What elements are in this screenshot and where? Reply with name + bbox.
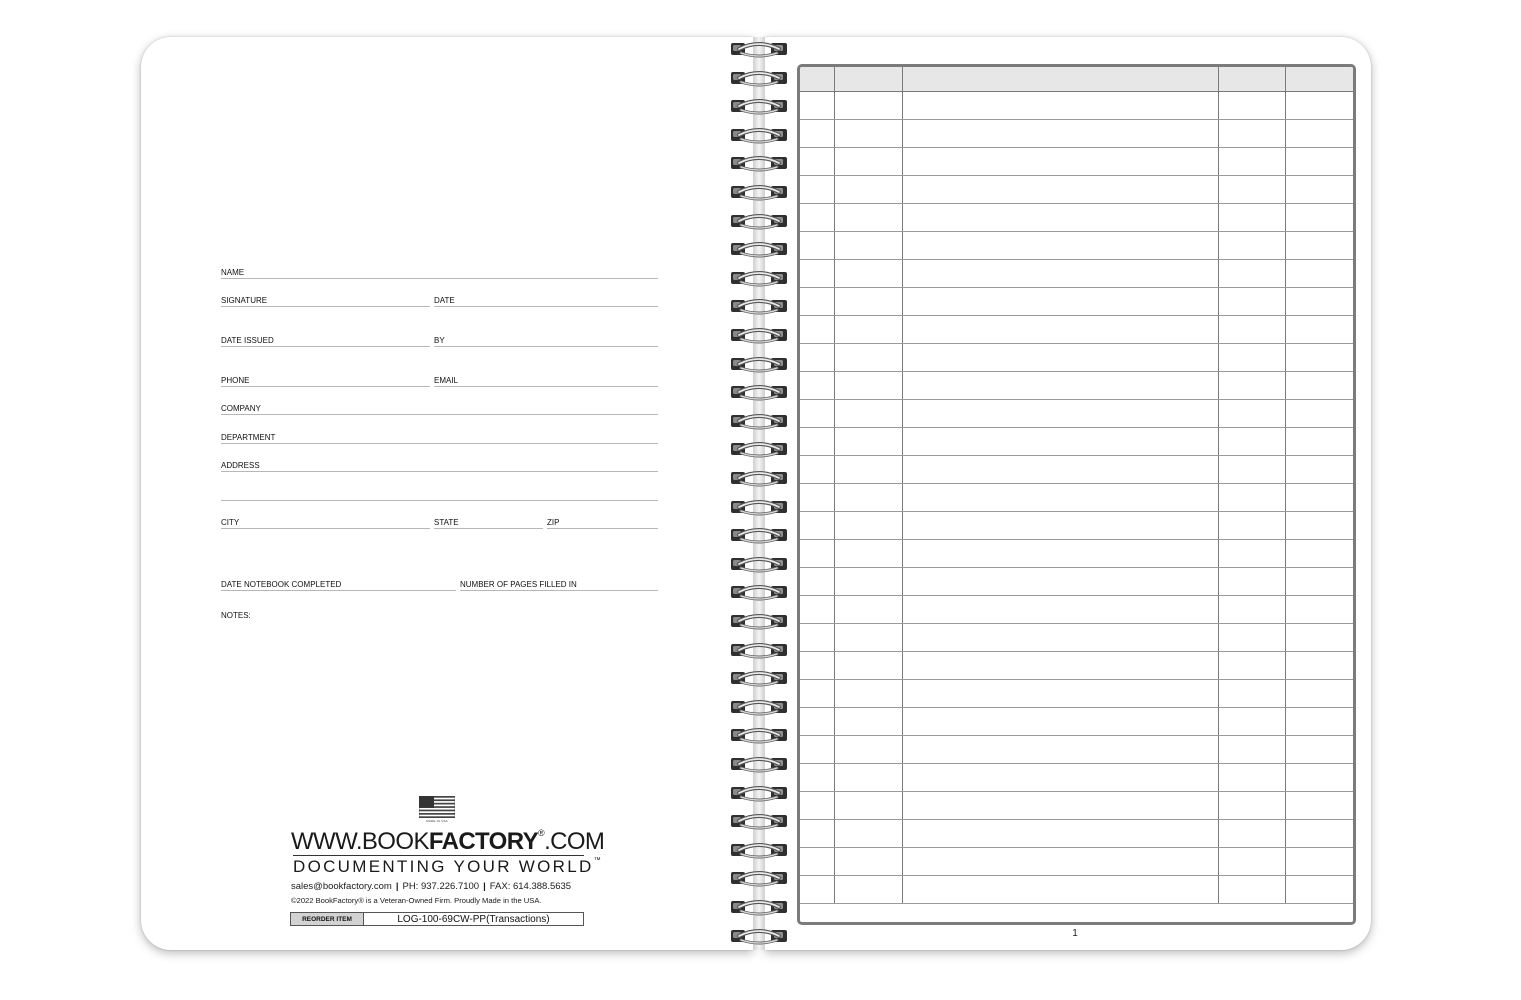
page-number: 1 <box>1072 928 1078 939</box>
phone-label: PHONE <box>221 376 250 385</box>
log-header-cell <box>1218 67 1285 92</box>
log-cell[interactable] <box>800 680 834 708</box>
tagline-text: DOCUMENTING YOUR WORLD <box>293 857 594 876</box>
log-row <box>800 764 1353 792</box>
log-cell[interactable] <box>834 512 902 540</box>
contact-fax: FAX: 614.388.5635 <box>489 881 572 892</box>
log-cell[interactable] <box>1218 260 1285 288</box>
spiral-coil-icon <box>725 152 793 174</box>
log-row <box>800 176 1353 204</box>
log-cell[interactable] <box>1285 596 1353 624</box>
log-row <box>800 848 1353 876</box>
spiral-coil-icon <box>725 410 793 432</box>
tagline-divider <box>293 855 584 856</box>
log-row <box>800 344 1353 372</box>
spiral-coil-icon <box>725 839 793 861</box>
log-cell[interactable] <box>902 288 1218 316</box>
log-cell[interactable] <box>800 120 834 148</box>
date-completed-label: DATE NOTEBOOK COMPLETED <box>221 580 342 589</box>
website-prefix: WWW.BOOK <box>291 828 429 855</box>
log-cell[interactable] <box>1285 148 1353 176</box>
spiral-coil-icon <box>725 95 793 117</box>
log-header-row <box>800 67 1353 92</box>
contact-email[interactable]: sales@bookfactory.com <box>291 881 392 892</box>
log-row <box>800 624 1353 652</box>
log-cell[interactable] <box>902 876 1218 904</box>
log-cell[interactable] <box>902 232 1218 260</box>
log-cell[interactable] <box>800 428 834 456</box>
log-cell[interactable] <box>1218 540 1285 568</box>
log-cell[interactable] <box>1218 176 1285 204</box>
log-cell[interactable] <box>902 260 1218 288</box>
log-cell[interactable] <box>834 288 902 316</box>
department-label: DEPARTMENT <box>221 433 276 442</box>
log-cell[interactable] <box>902 484 1218 512</box>
log-cell[interactable] <box>834 372 902 400</box>
spiral-coil-icon <box>725 124 793 146</box>
log-cell[interactable] <box>800 204 834 232</box>
log-cell[interactable] <box>902 708 1218 736</box>
name-field[interactable] <box>221 266 658 279</box>
by-field[interactable] <box>434 334 658 347</box>
log-row <box>800 820 1353 848</box>
log-cell[interactable] <box>1218 288 1285 316</box>
log-cell[interactable] <box>902 596 1218 624</box>
log-cell[interactable] <box>1285 624 1353 652</box>
log-cell[interactable] <box>834 428 902 456</box>
log-header-cell <box>1285 67 1353 92</box>
log-row <box>800 540 1353 568</box>
spiral-coil-icon <box>725 324 793 346</box>
log-row <box>800 876 1353 904</box>
log-cell[interactable] <box>1218 344 1285 372</box>
log-cell[interactable] <box>1218 876 1285 904</box>
contact-line <box>291 881 591 892</box>
reorder-box <box>290 912 584 926</box>
log-row <box>800 372 1353 400</box>
log-cell[interactable] <box>1285 372 1353 400</box>
spiral-coil-icon <box>725 38 793 60</box>
log-cell[interactable] <box>1285 708 1353 736</box>
log-row <box>800 792 1353 820</box>
log-row <box>800 92 1353 120</box>
website-bold: FACTORY <box>428 828 539 855</box>
state-field[interactable] <box>434 516 543 529</box>
log-cell[interactable] <box>1285 456 1353 484</box>
log-cell[interactable] <box>1218 120 1285 148</box>
log-cell[interactable] <box>1285 848 1353 876</box>
log-cell[interactable] <box>800 484 834 512</box>
log-cell[interactable] <box>800 400 834 428</box>
log-cell[interactable] <box>1285 288 1353 316</box>
date-label: DATE <box>434 296 455 305</box>
log-row <box>800 148 1353 176</box>
spiral-coil-icon <box>725 610 793 632</box>
log-cell[interactable] <box>834 344 902 372</box>
log-cell[interactable] <box>1285 484 1353 512</box>
spiral-coil-icon <box>725 238 793 260</box>
website-registered-mark: ® <box>538 828 545 838</box>
date-issued-label: DATE ISSUED <box>221 336 274 345</box>
log-cell[interactable] <box>1218 484 1285 512</box>
log-cell[interactable] <box>1285 92 1353 120</box>
log-cell[interactable] <box>902 680 1218 708</box>
city-label: CITY <box>221 518 240 527</box>
log-row <box>800 680 1353 708</box>
tagline-trademark: ™ <box>593 857 601 864</box>
made-in-usa-caption: MADE IN USA <box>426 819 448 823</box>
log-cell[interactable] <box>1218 428 1285 456</box>
log-cell[interactable] <box>834 652 902 680</box>
name-label: NAME <box>221 268 245 277</box>
log-row <box>800 708 1353 736</box>
log-cell[interactable] <box>902 568 1218 596</box>
log-cell[interactable] <box>902 372 1218 400</box>
log-cell[interactable] <box>834 540 902 568</box>
log-cell[interactable] <box>902 204 1218 232</box>
log-cell[interactable] <box>902 792 1218 820</box>
log-cell[interactable] <box>800 820 834 848</box>
email-field[interactable] <box>434 374 658 387</box>
log-cell[interactable] <box>902 428 1218 456</box>
log-cell[interactable] <box>834 316 902 344</box>
pages-filled-field[interactable] <box>460 578 658 591</box>
spiral-coil-icon <box>725 553 793 575</box>
company-field[interactable] <box>221 402 658 415</box>
spiral-coil-icon <box>725 438 793 460</box>
log-cell[interactable] <box>902 764 1218 792</box>
spiral-coil-icon <box>725 353 793 375</box>
log-cell[interactable] <box>1285 736 1353 764</box>
log-cell[interactable] <box>1285 428 1353 456</box>
log-cell[interactable] <box>902 456 1218 484</box>
tagline <box>293 857 601 877</box>
log-cell[interactable] <box>1218 736 1285 764</box>
log-cell[interactable] <box>1285 792 1353 820</box>
log-cell[interactable] <box>1218 232 1285 260</box>
spiral-coil-icon <box>725 295 793 317</box>
log-table-frame <box>797 64 1356 925</box>
log-cell[interactable] <box>1218 92 1285 120</box>
log-cell[interactable] <box>902 148 1218 176</box>
reorder-item-number: LOG-100-69CW-PP(Transactions) <box>397 913 550 925</box>
spiral-coil-icon <box>725 67 793 89</box>
signature-field[interactable] <box>221 294 430 307</box>
log-cell[interactable] <box>1218 764 1285 792</box>
by-label: BY <box>434 336 445 345</box>
zip-label: ZIP <box>547 518 560 527</box>
log-cell[interactable] <box>1285 652 1353 680</box>
log-cell[interactable] <box>1218 148 1285 176</box>
log-cell[interactable] <box>834 260 902 288</box>
log-row <box>800 652 1353 680</box>
log-cell[interactable] <box>1218 372 1285 400</box>
log-cell[interactable] <box>834 204 902 232</box>
log-cell[interactable] <box>1218 680 1285 708</box>
zip-field[interactable] <box>547 516 658 529</box>
log-cell[interactable] <box>800 232 834 260</box>
log-cell[interactable] <box>800 92 834 120</box>
log-cell[interactable] <box>902 624 1218 652</box>
log-cell[interactable] <box>1285 232 1353 260</box>
address-field[interactable] <box>221 459 658 472</box>
log-cell[interactable] <box>1218 204 1285 232</box>
signature-label: SIGNATURE <box>221 296 268 305</box>
spiral-coil-icon <box>725 181 793 203</box>
log-cell[interactable] <box>902 848 1218 876</box>
address-line-2-field[interactable] <box>221 488 658 501</box>
spiral-coil-icon <box>725 896 793 918</box>
log-cell[interactable] <box>800 624 834 652</box>
log-cell[interactable] <box>834 120 902 148</box>
log-cell[interactable] <box>1218 708 1285 736</box>
log-cell[interactable] <box>800 652 834 680</box>
log-cell[interactable] <box>902 652 1218 680</box>
log-cell[interactable] <box>902 820 1218 848</box>
log-cell[interactable] <box>800 288 834 316</box>
spiral-coil-icon <box>725 524 793 546</box>
spiral-coil-icon <box>725 667 793 689</box>
log-cell[interactable] <box>800 876 834 904</box>
log-cell[interactable] <box>1285 176 1353 204</box>
spiral-coil-icon <box>725 810 793 832</box>
log-cell[interactable] <box>834 232 902 260</box>
log-cell[interactable] <box>800 848 834 876</box>
log-cell[interactable] <box>1285 764 1353 792</box>
log-cell[interactable] <box>1218 624 1285 652</box>
log-cell[interactable] <box>1285 680 1353 708</box>
contact-separator: | <box>395 881 399 892</box>
log-cell[interactable] <box>902 120 1218 148</box>
log-cell[interactable] <box>834 624 902 652</box>
log-cell[interactable] <box>1218 848 1285 876</box>
log-cell[interactable] <box>902 540 1218 568</box>
log-row <box>800 316 1353 344</box>
log-cell[interactable] <box>1218 652 1285 680</box>
log-cell[interactable] <box>800 260 834 288</box>
log-cell[interactable] <box>834 148 902 176</box>
log-cell[interactable] <box>1285 204 1353 232</box>
log-cell[interactable] <box>1218 792 1285 820</box>
spiral-coil-icon <box>725 210 793 232</box>
log-row <box>800 428 1353 456</box>
log-cell[interactable] <box>834 764 902 792</box>
log-cell[interactable] <box>1285 316 1353 344</box>
log-cell[interactable] <box>800 148 834 176</box>
website-suffix: .COM <box>544 828 605 855</box>
log-cell[interactable] <box>834 680 902 708</box>
log-table-body <box>800 92 1353 904</box>
log-cell[interactable] <box>1285 568 1353 596</box>
log-cell[interactable] <box>902 344 1218 372</box>
log-row <box>800 204 1353 232</box>
log-cell[interactable] <box>902 92 1218 120</box>
log-cell[interactable] <box>800 736 834 764</box>
log-cell[interactable] <box>834 876 902 904</box>
contact-separator: | <box>483 881 486 892</box>
log-cell[interactable] <box>800 764 834 792</box>
log-cell[interactable] <box>1285 876 1353 904</box>
spiral-coil-icon <box>725 381 793 403</box>
log-cell[interactable] <box>800 316 834 344</box>
log-cell[interactable] <box>1218 512 1285 540</box>
log-cell[interactable] <box>834 848 902 876</box>
log-cell[interactable] <box>800 456 834 484</box>
log-cell[interactable] <box>834 820 902 848</box>
log-cell[interactable] <box>834 736 902 764</box>
log-row <box>800 736 1353 764</box>
log-cell[interactable] <box>834 92 902 120</box>
spiral-coil-icon <box>725 724 793 746</box>
copyright-notice: ©2022 BookFactory® is a Veteran-Owned Firm. Proudly Made in the USA. <box>291 896 542 905</box>
log-cell[interactable] <box>1285 344 1353 372</box>
city-field[interactable] <box>221 516 430 529</box>
spiral-coil-icon <box>725 925 793 947</box>
log-cell[interactable] <box>834 568 902 596</box>
log-header-cell <box>902 67 1218 92</box>
log-cell[interactable] <box>1285 120 1353 148</box>
spiral-binding <box>725 38 793 948</box>
website-url[interactable] <box>291 828 605 856</box>
us-flag-icon <box>419 796 455 818</box>
log-cell[interactable] <box>1218 316 1285 344</box>
log-cell[interactable] <box>1218 400 1285 428</box>
log-cell[interactable] <box>1285 400 1353 428</box>
log-row <box>800 568 1353 596</box>
log-row <box>800 596 1353 624</box>
date-field[interactable] <box>434 294 658 307</box>
spiral-coil-icon <box>725 753 793 775</box>
log-cell[interactable] <box>800 176 834 204</box>
log-cell[interactable] <box>800 372 834 400</box>
log-cell[interactable] <box>834 792 902 820</box>
log-row <box>800 512 1353 540</box>
log-row <box>800 120 1353 148</box>
log-cell[interactable] <box>834 456 902 484</box>
phone-field[interactable] <box>221 374 430 387</box>
log-cell[interactable] <box>1285 820 1353 848</box>
log-cell[interactable] <box>834 484 902 512</box>
log-cell[interactable] <box>902 176 1218 204</box>
date-completed-field[interactable] <box>221 578 456 591</box>
log-cell[interactable] <box>834 176 902 204</box>
log-cell[interactable] <box>1218 596 1285 624</box>
log-row <box>800 232 1353 260</box>
notes-label: NOTES: <box>221 611 251 620</box>
log-cell[interactable] <box>800 540 834 568</box>
email-label: EMAIL <box>434 376 459 385</box>
pages-filled-label: NUMBER OF PAGES FILLED IN <box>460 580 577 589</box>
spiral-coil-icon <box>725 639 793 661</box>
log-cell[interactable] <box>800 596 834 624</box>
log-row <box>800 288 1353 316</box>
log-cell[interactable] <box>1285 260 1353 288</box>
log-cell[interactable] <box>1218 820 1285 848</box>
log-cell[interactable] <box>800 512 834 540</box>
log-cell[interactable] <box>1285 540 1353 568</box>
contact-phone: PH: 937.226.7100 <box>402 881 480 892</box>
log-cell[interactable] <box>902 736 1218 764</box>
spiral-coil-icon <box>725 581 793 603</box>
log-row <box>800 484 1353 512</box>
log-row <box>800 456 1353 484</box>
spiral-coil-icon <box>725 267 793 289</box>
log-row <box>800 260 1353 288</box>
log-cell[interactable] <box>800 792 834 820</box>
log-cell[interactable] <box>834 708 902 736</box>
department-field[interactable] <box>221 431 658 444</box>
log-cell[interactable] <box>1285 512 1353 540</box>
log-cell[interactable] <box>902 400 1218 428</box>
date-issued-field[interactable] <box>221 334 430 347</box>
log-row <box>800 400 1353 428</box>
log-cell[interactable] <box>800 344 834 372</box>
log-header-cell <box>800 67 834 92</box>
log-cell[interactable] <box>902 316 1218 344</box>
company-label: COMPANY <box>221 404 261 413</box>
log-cell[interactable] <box>800 708 834 736</box>
log-cell[interactable] <box>834 400 902 428</box>
spiral-coil-icon <box>725 496 793 518</box>
log-cell[interactable] <box>902 512 1218 540</box>
state-label: STATE <box>434 518 459 527</box>
log-cell[interactable] <box>1218 456 1285 484</box>
spiral-coil-icon <box>725 782 793 804</box>
log-cell[interactable] <box>1218 568 1285 596</box>
log-cell[interactable] <box>800 568 834 596</box>
log-table <box>800 67 1353 904</box>
spiral-coil-icon <box>725 696 793 718</box>
address-label: ADDRESS <box>221 461 260 470</box>
spiral-coil-icon <box>725 867 793 889</box>
spiral-coil-icon <box>725 467 793 489</box>
log-cell[interactable] <box>834 596 902 624</box>
log-header-cell <box>834 67 902 92</box>
reorder-label: REORDER ITEM <box>291 913 364 925</box>
